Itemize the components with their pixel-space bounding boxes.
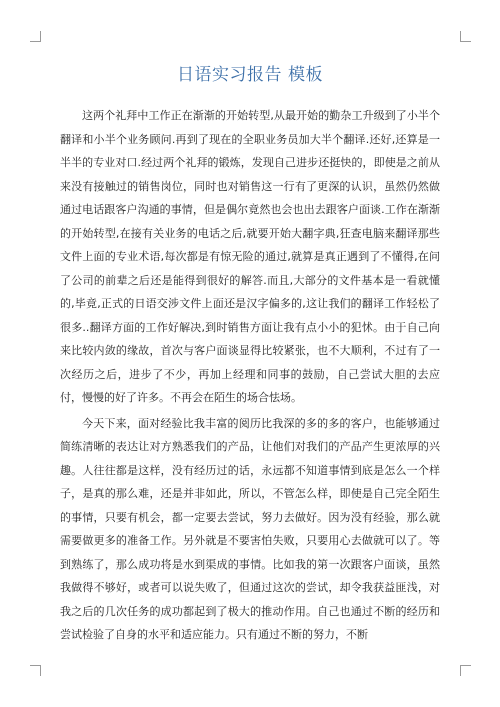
body-paragraph: 这两个礼拜中工作正在渐渐的开始转型,从最开始的勤杂工升级到了小半个翻译和小半个业务顾问.再到了现在的全职业务员加大半个翻译.还好,还算是一半半的专业对口.经过两个礼拜的锻炼，发现自己进步还挺快的，即使是之前从来没有接触过的销售岗位，同时也对销售这一行有了更深的认识，虽然仍然做通过电话跟客户沟通的事情，但是偶尔竟然也会也出去跟客户面谈.工作在渐渐的开始转型,在接有关业务的电话之后,就要开始大翻字典,狂查电脑来翻译那些文件上面的专业术语,每次都是有惊无险的通过,就算是真正遇到了不懂得,在问了公司的前辈之后还是能得到很好的解答.而且,大部分的文件基本是一看就懂的,毕竟,正式的日语交涉文件上面还是汉字偏多的,这让我们的翻译工作轻松了很多..翻译方面的工作好解决,到时销售方面让我有点小小的犯怵。由于自己向来比较内敛的缘故，首次与客户面谈显得比较紧张，也不大顺利，不过有了一次经历之后，进步了不少，再加上经理和同事的鼓励，自己尝试大胆的去应付，慢慢的好了许多。不再会在陌生的场合怯场。 <box>60 109 440 404</box>
crop-mark-top-left <box>30 31 41 42</box>
crop-mark-top-right <box>460 31 471 42</box>
crop-mark-bottom-left <box>30 665 41 676</box>
document-body <box>60 104 440 647</box>
crop-mark-bottom-right <box>460 665 471 676</box>
body-paragraph: 今天下来，面对经验比我丰富的阅历比我深的多的多的客户，也能够通过简练清晰的表达让对方熟悉我们的产品，让他们对我们的产品产生更浓厚的兴趣。人往往都是这样，没有经历过的话，永远都不知道事情到底是怎么一个样子，是真的那么难，还是并非如此，所以，不管怎么样，即使是自己完全陌生的事情，只要有机会，都一定要去尝试，努力去做好。因为没有经验，那么就需要做更多的准备工作。另外就是不要害怕失败，只要用心去做就可以了。等到熟练了，那么成功将是水到渠成的事情。比如我的第一次跟客户面谈，虽然我做得不够好，或者可以说失败了，但通过这次的尝试，却令我获益匪浅，对我之后的几次任务的成功都起到了极大的推动作用。自己也通过不断的经历和尝试检验了自身的水平和适应能力。只有通过不断的努力，不断 <box>60 416 440 641</box>
document-title: 日语实习报告 模板 <box>177 65 323 85</box>
